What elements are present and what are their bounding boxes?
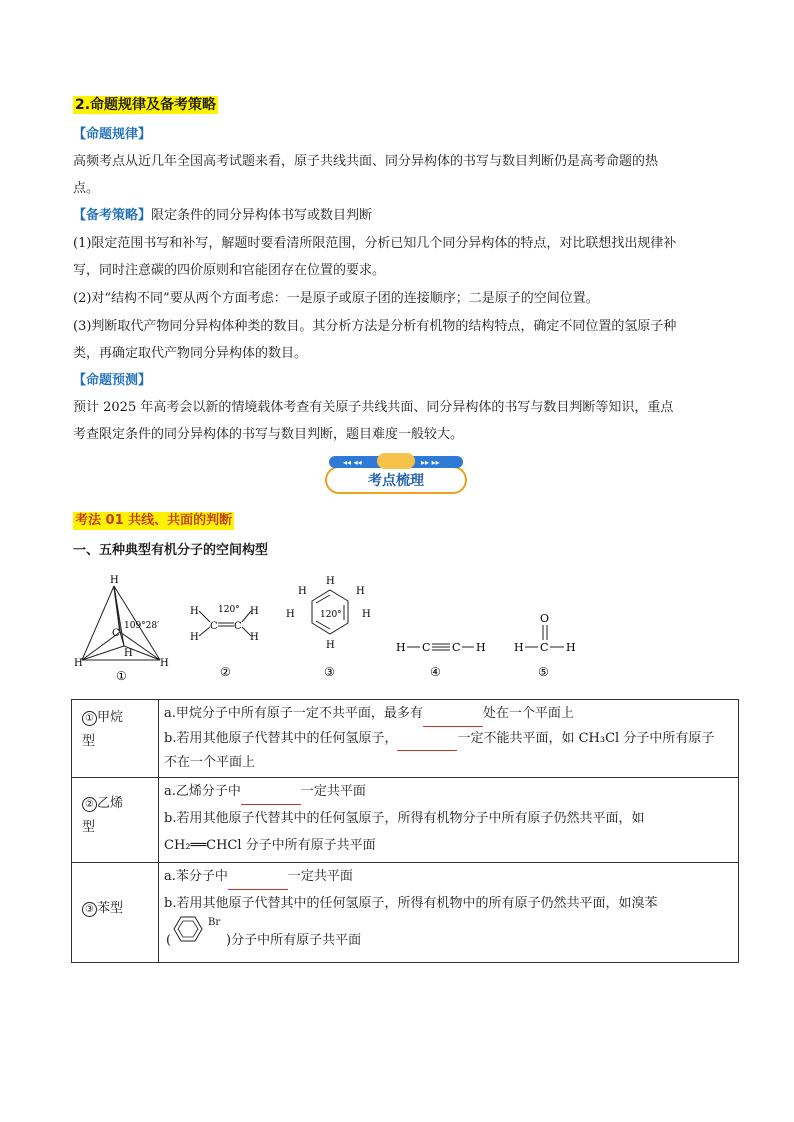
rule-text-1: 高频考点从近几年全国高考试题来看，原子共线共面、同分异构体的书写与数目判断仍是高考命题的热: [73, 154, 659, 169]
svg-text:H: H: [190, 632, 199, 643]
svg-text:C: C: [234, 621, 242, 632]
label-1: ①: [116, 669, 127, 683]
predict-1: 预计 2025 年高考会以新的情境载体考查有关原子共线共面、同分异构体的书写与数目判断等知识，重点: [73, 400, 674, 415]
rule-tag: 【命题规律】: [73, 127, 152, 142]
svg-text:H: H: [74, 658, 83, 669]
banner-label: 考点梳理: [368, 473, 424, 489]
ethylene-diagram: [188, 572, 268, 688]
benzene-angle: 120°: [320, 610, 342, 620]
predict-2: 考查限定条件的同分异构体的书写与数目判断，题目难度一般较大。: [73, 427, 464, 442]
predict-tag-line: [73, 372, 151, 390]
strategy-line: [73, 207, 372, 225]
strategy-3a: (3)判断取代产物同分异构体种类的数目。其分析方法是分析有机物的结构特点，确定不同位置的氢原子种: [73, 319, 677, 334]
row-content-benzene: a.苯分子中 一定共平面 b.若用其他原子代替其中的任何氢原子，所得有机物中的所有原子仍然共平面，如溴苯 Br ( )分子中所有原子共平面: [159, 863, 739, 963]
row-content-ethylene: a.乙烯分子中 一定共平面 b.若用其他原子代替其中的任何氢原子，所得有机物分子中所有原子仍然共平面，如 CH₂══CHCl 分子中所有原子共平面: [159, 778, 739, 863]
methane-angle: 109°28′: [124, 621, 160, 631]
svg-text:H: H: [250, 632, 259, 643]
table-row-methane: [72, 700, 739, 778]
svg-text:C: C: [422, 641, 431, 654]
predict-tag: 【命题预测】: [73, 373, 152, 388]
svg-text:H: H: [110, 575, 119, 586]
strategy-2: (2)对“结构不同”要从两个方面考虑：一是原子或原子团的连接顺序；二是原子的空间位置。: [73, 291, 599, 306]
structure-table: [71, 699, 739, 963]
row-label-ethylene: ② 乙烯 型: [72, 778, 159, 863]
svg-text:C: C: [540, 641, 549, 654]
svg-text:H: H: [326, 640, 335, 651]
answer-blank[interactable]: [241, 790, 301, 805]
rule-tag-line: [73, 126, 151, 144]
svg-text:H: H: [566, 641, 576, 654]
row-label-benzene: ③ 苯型: [72, 863, 159, 963]
section-one-title: 一、五种典型有机分子的空间构型: [73, 543, 269, 558]
bromobenzene-br: Br: [208, 917, 221, 928]
topic-banner: [323, 453, 469, 495]
ethylene-angle: 120°: [218, 605, 240, 615]
svg-text:H: H: [356, 586, 365, 597]
rule-text-2: 点。: [73, 181, 100, 196]
svg-text:H: H: [476, 641, 486, 654]
svg-text:H: H: [286, 609, 295, 620]
acetylene-diagram: [394, 572, 494, 688]
strategy-3b: 类，再确定取代产物同分异构体的数目。: [73, 346, 308, 361]
answer-blank[interactable]: [423, 712, 483, 727]
svg-text:◂◂ ◂◂: ◂◂ ◂◂: [343, 458, 362, 467]
row-content-methane: a.甲烷分子中所有原子一定不共平面，最多有 处在一个平面上 b.若用其他原子代替其中的任何氢原子， 一定不能共平面，如 CH₃Cl 分子中所有原子 不在一个平面上: [159, 700, 739, 778]
table-row-ethylene: [72, 778, 739, 863]
svg-text:C: C: [452, 641, 461, 654]
svg-text:H: H: [298, 586, 307, 597]
strategy-1a: (1)限定范围书写和补写，解题时要看清所限范围，分析已知几个同分异构体的特点，对比联想找出规律补: [73, 236, 677, 251]
answer-blank[interactable]: [397, 736, 457, 751]
svg-text:C: C: [112, 628, 120, 639]
svg-text:H: H: [124, 648, 133, 659]
formaldehyde-diagram: [512, 572, 592, 688]
strategy-tag: 【备考策略】: [73, 208, 152, 223]
label-2: ②: [220, 665, 231, 679]
svg-text:▸▸ ▸▸: ▸▸ ▸▸: [421, 458, 440, 467]
method-title: 考法 01 共线、共面的判断: [75, 513, 233, 528]
benzene-diagram: [284, 572, 384, 688]
methane-diagram: [68, 572, 178, 688]
row-label-methane: ① 甲烷 型: [72, 700, 159, 778]
answer-blank[interactable]: [228, 875, 288, 890]
svg-text:H: H: [514, 641, 524, 654]
label-3: ③: [324, 665, 335, 679]
strategy-title: 限定条件的同分异构体书写或数目判断: [151, 208, 373, 223]
svg-text:H: H: [160, 658, 169, 669]
table-row-benzene: [72, 863, 739, 963]
label-4: ④: [430, 665, 441, 679]
svg-text:H: H: [250, 606, 259, 617]
svg-text:H: H: [362, 609, 371, 620]
svg-text:H: H: [326, 576, 335, 587]
svg-text:H: H: [396, 641, 406, 654]
section-heading: 2.命题规律及备考策略: [75, 97, 217, 113]
svg-text:O: O: [540, 612, 550, 625]
label-5: ⑤: [538, 665, 549, 679]
svg-text:H: H: [190, 606, 199, 617]
svg-text:C: C: [210, 621, 218, 632]
strategy-1b: 写，同时注意碳的四价原则和官能团存在位置的要求。: [73, 263, 386, 278]
